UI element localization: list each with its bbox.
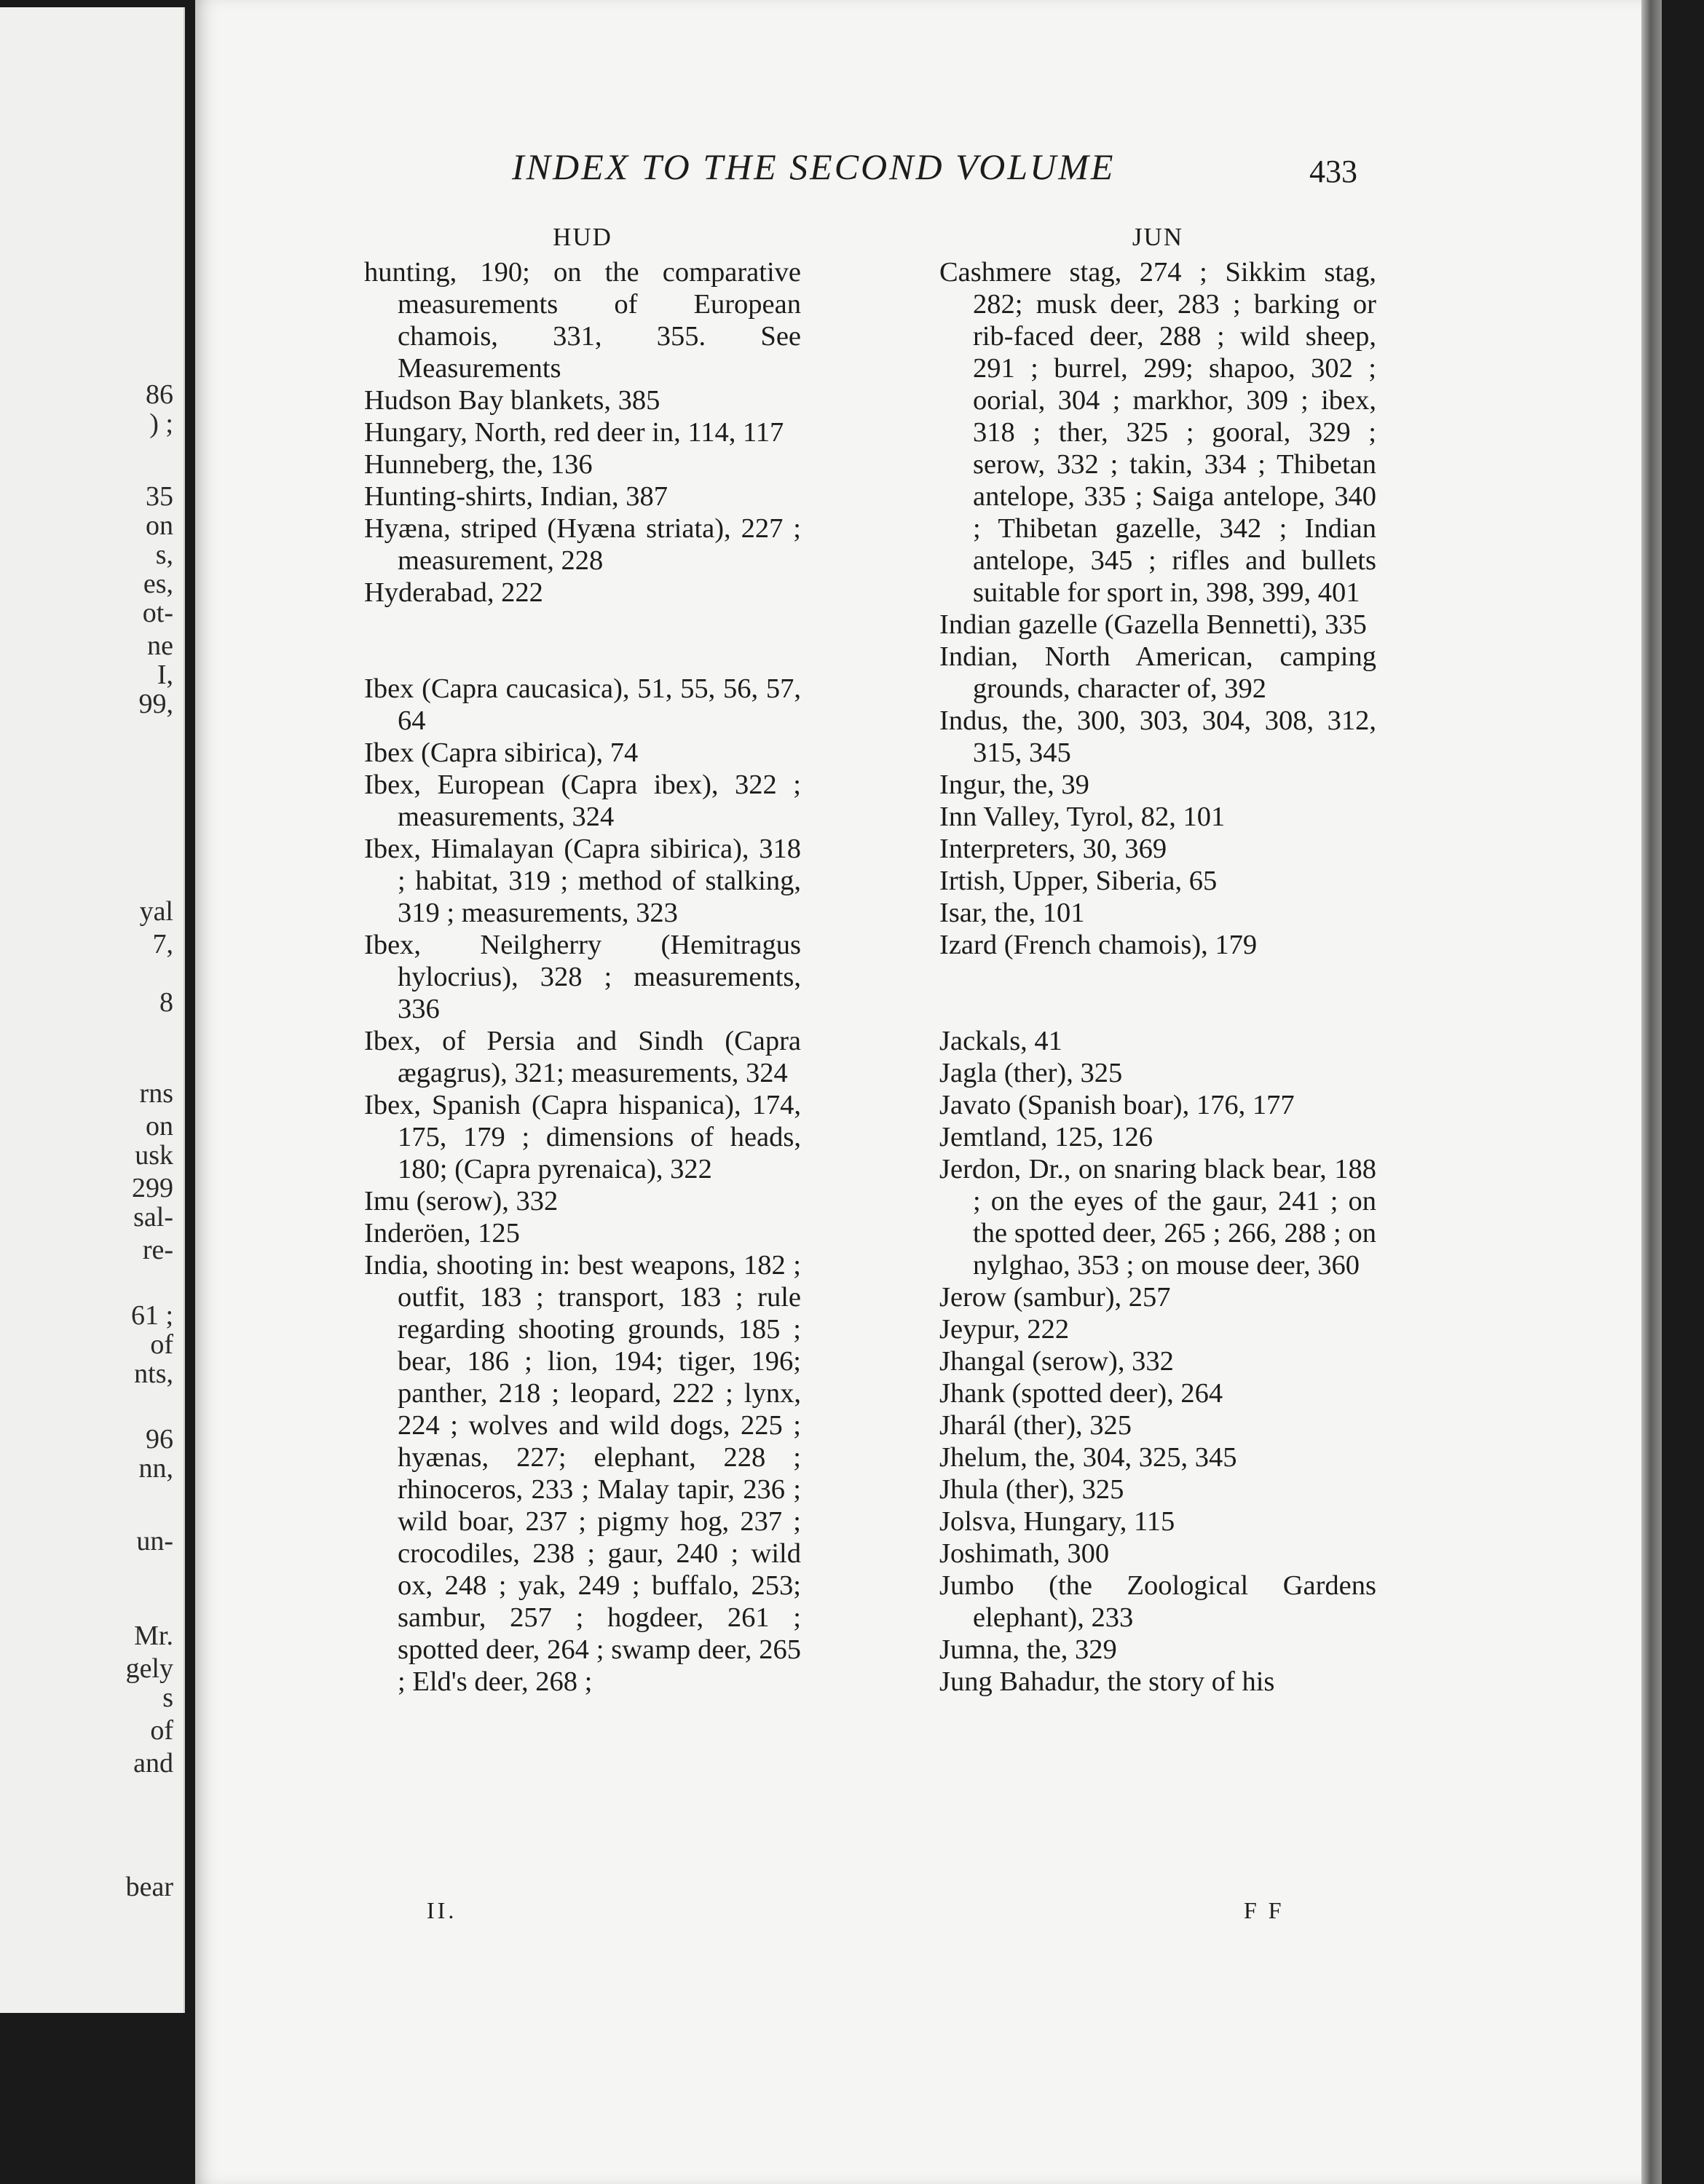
prev-page-line: on xyxy=(146,1111,173,1142)
index-entry: Izard (French chamois), 179 xyxy=(939,930,1258,960)
index-entry: Jerdon, Dr., on snaring black bear, 188 ; on the eyes of the gaur, 241 ; on the spotted deer, 265 ; 266, 288 ; on nylghao, 353 ; on mouse deer, 360 xyxy=(939,1154,1376,1281)
prev-page-line: re- xyxy=(142,1235,173,1265)
index-entry: Jhula (ther), 325 xyxy=(939,1474,1124,1505)
index-entry: Jackals, 41 xyxy=(939,1026,1062,1056)
index-entry: Jhangal (serow), 332 xyxy=(939,1346,1174,1377)
index-entry: Ibex, Himalayan (Capra sibirica), 318 ; habitat, 319 ; method of stalking, 319 ; measurements, 323 xyxy=(364,834,801,928)
index-entry: Hunting-shirts, Indian, 387 xyxy=(364,481,668,512)
index-entry: Hyderabad, 222 xyxy=(364,577,543,608)
prev-page-line: un- xyxy=(136,1526,173,1556)
entry-list-j xyxy=(939,1025,1376,1698)
index-entry: hunting, 190; on the comparative measurements of European chamois, 331, 355. See Measurements xyxy=(364,257,801,384)
page-number: 433 xyxy=(1309,154,1357,189)
page-edge-shadow xyxy=(1641,0,1662,2184)
entry-list-h xyxy=(364,256,801,609)
prev-page-line: of xyxy=(150,1329,173,1360)
prev-page-line: usk xyxy=(135,1140,173,1171)
prev-page-line: 61 ; xyxy=(130,1300,173,1331)
prev-page-line: ) ; xyxy=(149,408,173,439)
index-entry: Indian, North American, camping grounds, character of, 392 xyxy=(939,641,1376,704)
index-entry: Jolsva, Hungary, 115 xyxy=(939,1506,1175,1537)
prev-page-line: I, xyxy=(157,660,173,690)
index-entry: Ibex, Spanish (Capra hispanica), 174, 175, 179 ; dimensions of heads, 180; (Capra pyrenaica), 322 xyxy=(364,1090,801,1184)
right-column xyxy=(939,221,1376,1698)
index-entry: Interpreters, 30, 369 xyxy=(939,834,1167,864)
index-entry: Hudson Bay blankets, 385 xyxy=(364,385,660,416)
index-entry: Hunneberg, the, 136 xyxy=(364,449,593,480)
prev-page-line: s xyxy=(162,1682,173,1713)
section-gap xyxy=(364,609,801,673)
index-entry: Ibex (Capra sibirica), 74 xyxy=(364,737,639,768)
prev-page-line: Mr. xyxy=(134,1621,173,1651)
index-entry: Indus, the, 300, 303, 304, 308, 312, 315, 345 xyxy=(939,705,1376,768)
prev-page-line: 86 xyxy=(146,379,173,410)
running-head: INDEX TO THE SECOND VOLUME xyxy=(512,146,1116,187)
guide-word-left: HUD xyxy=(553,223,612,251)
prev-page-line: ot- xyxy=(142,598,173,628)
prev-page-line: 35 xyxy=(146,481,173,512)
entry-list-i xyxy=(364,673,801,1698)
index-entry: Hungary, North, red deer in, 114, 117 xyxy=(364,417,784,448)
index-entry: Ibex, of Persia and Sindh (Capra ægagrus), 321; measurements, 324 xyxy=(364,1026,801,1088)
index-entry: Jharál (ther), 325 xyxy=(939,1410,1132,1441)
index-entry: Ibex, Neilgherry (Hemitragus hylocrius), 328 ; measurements, 336 xyxy=(364,930,801,1024)
previous-page-fragment xyxy=(0,7,185,2013)
prev-page-line: nts, xyxy=(134,1358,173,1389)
index-entry: Jhelum, the, 304, 325, 345 xyxy=(939,1442,1237,1473)
prev-page-line: s, xyxy=(155,539,173,570)
prev-page-line: on xyxy=(146,510,173,541)
index-page xyxy=(195,0,1662,2184)
entry-list-i-cont xyxy=(939,256,1376,961)
index-entry: India, shooting in: best weapons, 182 ; outfit, 183 ; transport, 183 ; rule regarding shooting grounds, 185 ; bear, 186 ; lion, 194; tiger, 196; panther, 218 ; leopard, 222 ; lynx, 224 ; wolves and wild dogs, 225 ; hyænas, 227; elephant, 228 ; rhinoceros, 233 ; Malay tapir, 236 ; wild boar, 237 ; pigmy hog, 237 ; crocodiles, 238 ; gaur, 240 ; wild ox, 248 ; yak, 249 ; buffalo, 253; sambur, 257 ; hogdeer, 261 ; spotted deer, 264 ; swamp deer, 265 ; Eld's deer, 268 ; xyxy=(364,1250,801,1697)
signature-left: II. xyxy=(427,1897,457,1923)
index-entry: Cashmere stag, 274 ; Sikkim stag, 282; musk deer, 283 ; barking or rib-faced deer, 288 ; wild sheep, 291 ; burrel, 299; shapoo, 302 ; oorial, 304 ; markhor, 309 ; ibex, 318 ; ther, 325 ; gooral, 329 ; serow, 332 ; takin, 334 ; Thibetan antelope, 335 ; Saiga antelope, 340 ; Thibetan gazelle, 342 ; Indian antelope, 345 ; rifles and bullets suitable for sport in, 398, 399, 401 xyxy=(939,257,1376,608)
index-entry: Jhank (spotted deer), 264 xyxy=(939,1378,1223,1409)
index-entry: Ingur, the, 39 xyxy=(939,769,1089,800)
prev-page-line: 99, xyxy=(138,689,173,719)
index-entry: Jerow (sambur), 257 xyxy=(939,1282,1171,1313)
left-column xyxy=(364,221,801,1698)
prev-page-line: and xyxy=(133,1748,173,1779)
prev-page-line: es, xyxy=(143,569,173,599)
index-entry: Jumna, the, 329 xyxy=(939,1634,1117,1665)
prev-page-line: bear xyxy=(125,1872,173,1902)
index-entry: Javato (Spanish boar), 176, 177 xyxy=(939,1090,1295,1120)
prev-page-line: of xyxy=(150,1715,173,1746)
guide-word-right: JUN xyxy=(1132,223,1184,251)
index-entry: Jumbo (the Zoological Gardens elephant), 233 xyxy=(939,1570,1376,1633)
index-entry: Hyæna, striped (Hyæna striata), 227 ; measurement, 228 xyxy=(364,513,801,576)
index-entry: Inderöen, 125 xyxy=(364,1218,520,1249)
index-entry: Indian gazelle (Gazella Bennetti), 335 xyxy=(939,609,1367,640)
prev-page-line: 8 xyxy=(159,987,173,1018)
index-entry: Jemtland, 125, 126 xyxy=(939,1122,1153,1152)
index-entry: Inn Valley, Tyrol, 82, 101 xyxy=(939,802,1226,832)
prev-page-line: sal- xyxy=(133,1202,173,1233)
prev-page-line: ne xyxy=(147,630,173,661)
prev-page-line: 96 xyxy=(146,1424,173,1455)
index-entry: Irtish, Upper, Siberia, 65 xyxy=(939,866,1218,896)
prev-page-line: 7, xyxy=(152,929,173,960)
signature-right: F F xyxy=(1244,1897,1285,1923)
section-gap xyxy=(939,961,1376,1025)
index-entry: Ibex (Capra caucasica), 51, 55, 56, 57, 64 xyxy=(364,673,801,736)
index-entry: Joshimath, 300 xyxy=(939,1538,1110,1569)
index-entry: Jeypur, 222 xyxy=(939,1314,1070,1345)
index-entry: Isar, the, 101 xyxy=(939,898,1085,928)
prev-page-line: gely xyxy=(125,1653,173,1684)
prev-page-line: rns xyxy=(139,1078,173,1109)
index-entry: Ibex, European (Capra ibex), 322 ; measurements, 324 xyxy=(364,769,801,832)
index-entry: Jung Bahadur, the story of his xyxy=(939,1666,1275,1697)
index-entry: Imu (serow), 332 xyxy=(364,1186,559,1216)
index-entry: Jagla (ther), 325 xyxy=(939,1058,1123,1088)
prev-page-line: yal xyxy=(139,896,173,927)
prev-page-line: nn, xyxy=(138,1453,173,1484)
prev-page-line: 299 xyxy=(132,1173,173,1203)
